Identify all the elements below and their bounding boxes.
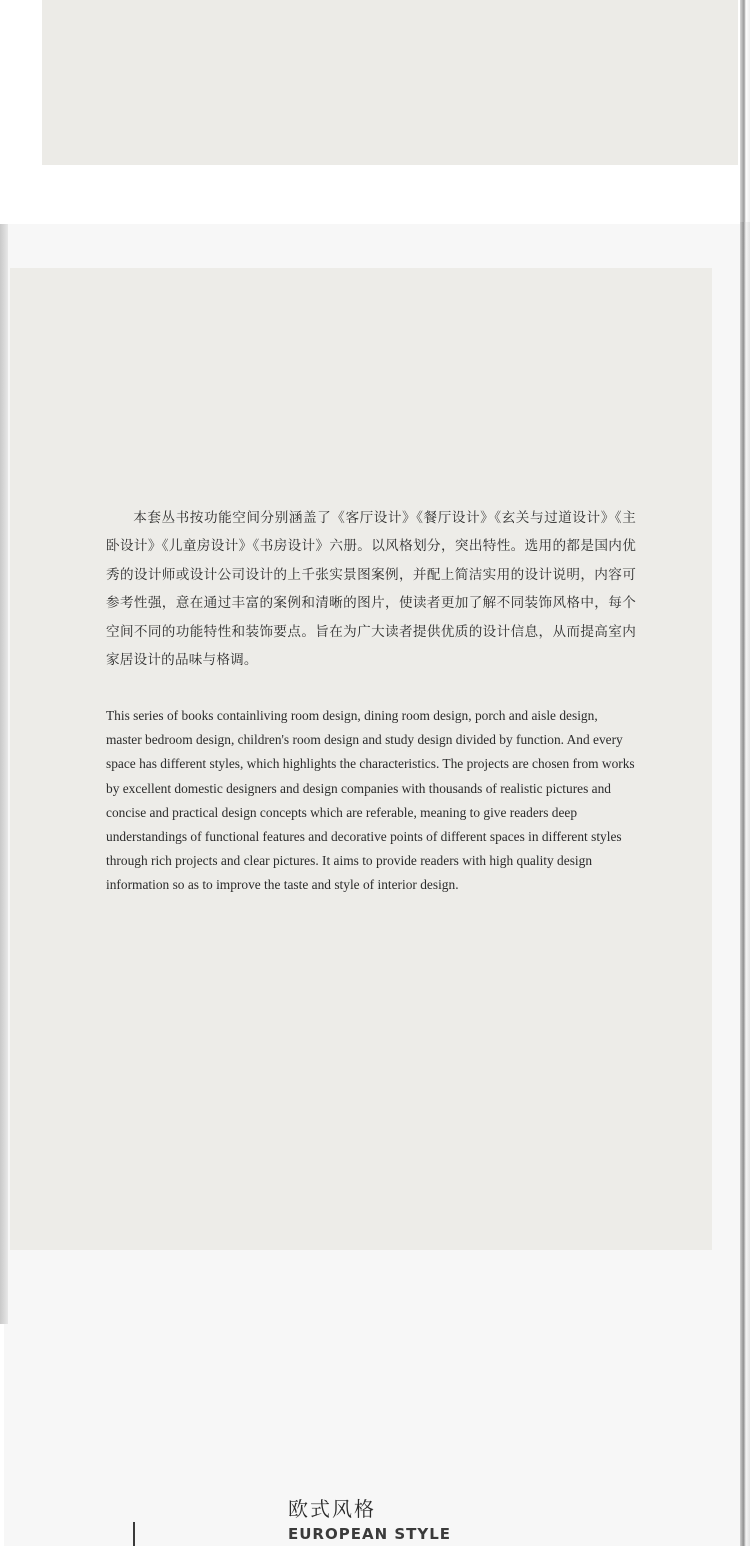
previous-page-panel (42, 0, 738, 165)
book-spine-top (740, 0, 750, 222)
footer-divider (133, 1522, 135, 1546)
intro-english-paragraph: This series of books containliving room design, dining room design, porch and aisle design, master bedroom design, children's room design and study design divided by function. And every space has different styles, which highlights the characteristics. The projects are chosen from works by excellent domestic designers and design companies with thousands of realistic pictures and concise and practical design concepts which are referable, meaning to give readers deep understandings of functional features and decorative points of different spaces in different styles through rich projects and clear pictures. It aims to provide readers with high quality design information so as to improve the taste and style of interior design. (106, 708, 635, 893)
intro-chinese-paragraph: 本套丛书按功能空间分别涵盖了《客厅设计》《餐厅设计》《玄关与过道设计》《主卧设计》《儿童房设计》《书房设计》六册。以风格划分，突出特性。选用的都是国内优秀的设计师或设计公司设计的上千张实景图案例，并配上简洁实用的设计说明，内容可参考性强，意在通过丰富的案例和清晰的图片，使读者更加了解不同装饰风格中，每个空间不同的功能特性和装饰要点。旨在为广大读者提供优质的设计信息，从而提高室内家居设计的品味与格调。 (106, 510, 636, 669)
page-edge-shadow (0, 224, 8, 1324)
footer-title-chinese: 欧式风格 (288, 1497, 376, 1521)
previous-page (0, 0, 740, 222)
footer-title-english: EUROPEAN STYLE (288, 1525, 452, 1543)
book-spine (740, 222, 750, 1546)
